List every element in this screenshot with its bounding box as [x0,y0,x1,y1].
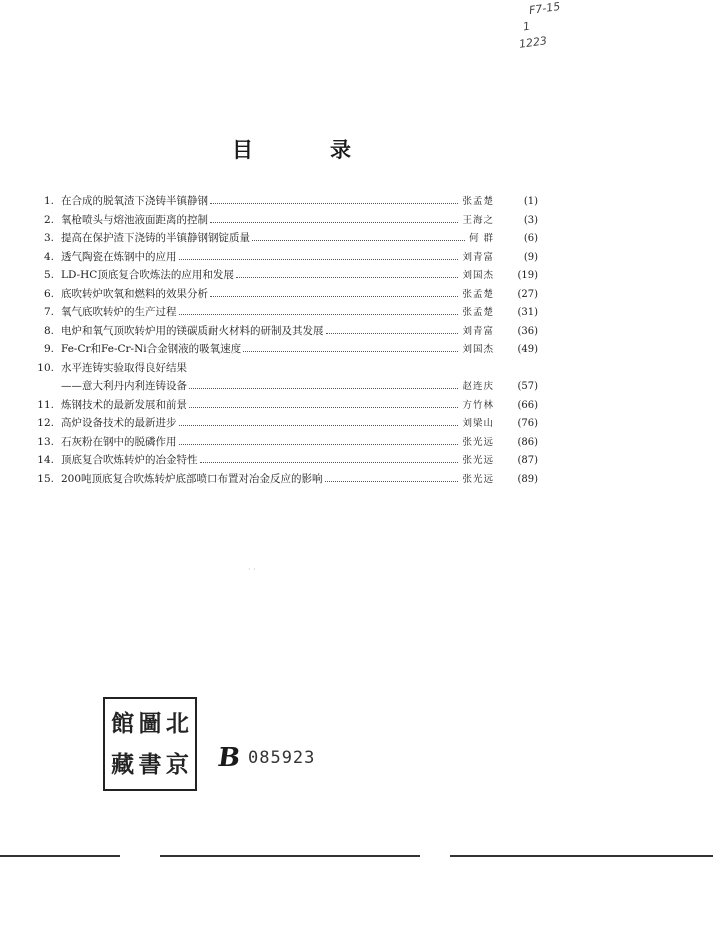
corner-note: 1223 [518,34,548,51]
toc-entry-author: 赵连庆 [462,381,494,392]
toc-entry-page: (57) [517,381,538,392]
toc-leader-dots [189,387,458,389]
toc-entry-author: 张光远 [462,473,494,485]
toc-entry-page: (31) [517,307,538,318]
toc-entry-author: 张光远 [462,436,494,448]
toc-leader-dots [210,295,458,297]
seal-char: 圖 [138,710,162,737]
toc-entry [30,451,538,470]
toc-entry-number: 3. [43,232,54,244]
toc-entry [30,248,538,267]
toc-entry [30,322,538,341]
toc-entry-number: 4. [43,250,54,263]
toc-entry-author: 刘青富 [462,251,494,263]
toc-entry-title: 氧枪喷头与熔池液面距离的控制 [61,213,208,226]
toc-leader-dots [179,313,459,315]
toc-entry-page: (87) [517,455,538,466]
toc-entry-page: (49) [517,344,538,355]
toc-entry-author: 张孟楚 [462,196,494,207]
toc-entry-number: 8. [43,324,54,337]
toc-entry-author: 张光远 [462,455,494,466]
toc-entry-title: 电炉和氧气顶吹转炉用的镁碳质耐火材料的研制及其发展 [61,324,324,337]
toc-entry-title: 高炉设备技术的最新进步 [61,417,177,429]
toc-entry-number: 10. [37,361,54,374]
toc-entry-title: ——意大利丹内利连铸设备 [61,380,187,392]
toc-entry-number: 1. [43,195,54,207]
toc-entry [30,266,538,285]
seal-char: 藏 [111,751,135,778]
toc-entry-title: 氧气底吹转炉的生产过程 [61,306,177,318]
toc-entry-title: 水平连铸实验取得良好结果 [61,361,187,374]
toc-entry-author: 何 群 [468,233,494,244]
scan-edge-line [0,855,713,857]
toc-entry-number: 6. [43,287,54,300]
toc-entry [30,470,538,489]
toc-entry-author: 王海之 [462,214,494,226]
toc-entry-page: (9) [523,251,538,263]
toc-entry-number: 15. [37,472,54,485]
call-number-prefix: B [215,743,243,773]
toc-entry-title: 石灰粉在钢中的脱磷作用 [61,435,177,448]
seal-char: 京 [165,751,189,778]
toc-entry-title: 提高在保护渣下浇铸的半镇静钢钢锭质量 [61,232,250,244]
toc-entry [30,211,538,230]
corner-note: F7-15 [528,0,562,18]
toc-entry-page: (76) [517,418,538,429]
toc-entry-number: 2. [43,213,54,226]
toc-leader-dots [210,221,458,223]
toc-entry-page: (86) [517,436,538,448]
toc-entry-author: 刘国杰 [462,270,494,281]
toc-entry-title: 透气陶瓷在炼钢中的应用 [61,250,177,263]
seal-char: 北 [165,710,189,737]
toc-entry-number: 5. [43,269,54,281]
toc-leader-dots [326,332,459,334]
toc-leader-dots [243,350,458,352]
toc-entry-number: 7. [43,306,54,318]
toc-entry-author: 刘梁山 [462,418,494,429]
toc-entry-page: (3) [523,214,538,226]
toc-entry-title: 炼钢技术的最新发展和前景 [61,398,187,411]
toc-entry [30,340,538,359]
seal-char: 書 [138,751,162,778]
toc-entry-author: 张孟楚 [462,288,494,300]
corner-note: 1 [522,19,531,34]
toc-leader-dots [179,424,459,426]
toc-leader-dots [179,258,459,260]
toc-leader-dots [236,276,459,278]
toc-entry-title: 200吨顶底复合吹炼转炉底部喷口布置对冶金反应的影响 [61,472,323,485]
toc-entry-title: LD-HC顶底复合吹炼法的应用和发展 [61,269,234,281]
toc-entry-page: (89) [517,473,538,485]
toc-entry-author: 刘青富 [462,325,494,337]
toc-entry-number: 14. [37,454,54,466]
toc-entry-number: 12. [37,417,54,429]
toc-entry-page: (27) [517,288,538,300]
toc-entry-page: (1) [523,196,538,207]
title-char: 目 [232,137,254,162]
toc-leader-dots [189,406,458,408]
toc-entry-title: Fe-Cr和Fe-Cr-Ni合金钢液的吸氧速度 [61,343,242,355]
toc-leader-dots [189,369,490,370]
toc-entry [30,303,538,322]
toc-entry [30,359,538,378]
toc-entry-page: (6) [523,233,538,244]
toc-entry-page: (66) [517,399,538,411]
toc-entry-number: 11. [37,398,54,411]
toc-entry [30,285,538,304]
handwritten-corner-notes [515,0,605,56]
toc-leader-dots [325,480,459,482]
toc-entry-number: 9. [43,343,54,355]
toc-leader-dots [252,239,465,241]
library-seal-stamp [103,697,197,791]
toc-entry [30,396,538,415]
toc-leader-dots [179,443,459,445]
toc-entry [30,433,538,452]
toc-entry [30,229,538,248]
call-number-value: 085923 [247,748,316,768]
toc-entry-page: (19) [517,270,538,281]
table-of-contents [30,192,538,488]
seal-char: 館 [111,710,135,737]
page-title [232,134,352,164]
call-number [215,743,316,773]
toc-entry-page: (36) [517,325,538,337]
toc-leader-dots [200,461,459,463]
toc-leader-dots [210,202,458,204]
toc-entry-title: 顶底复合吹炼转炉的冶金特性 [61,454,198,466]
toc-entry-title: 底吹转炉吹氧和燃料的效果分析 [61,287,208,300]
toc-entry [30,414,538,433]
toc-entry-title: 在合成的脱氧渣下浇铸半镇静钢 [61,195,208,207]
toc-entry-number: 13. [37,435,54,448]
toc-entry-author: 刘国杰 [462,344,494,355]
toc-entry-author: 张孟楚 [462,307,494,318]
toc-entry-author: 方竹林 [462,399,494,411]
title-char: 录 [330,137,352,162]
scan-speck: · · [248,565,256,574]
toc-entry [30,377,538,396]
toc-entry [30,192,538,211]
